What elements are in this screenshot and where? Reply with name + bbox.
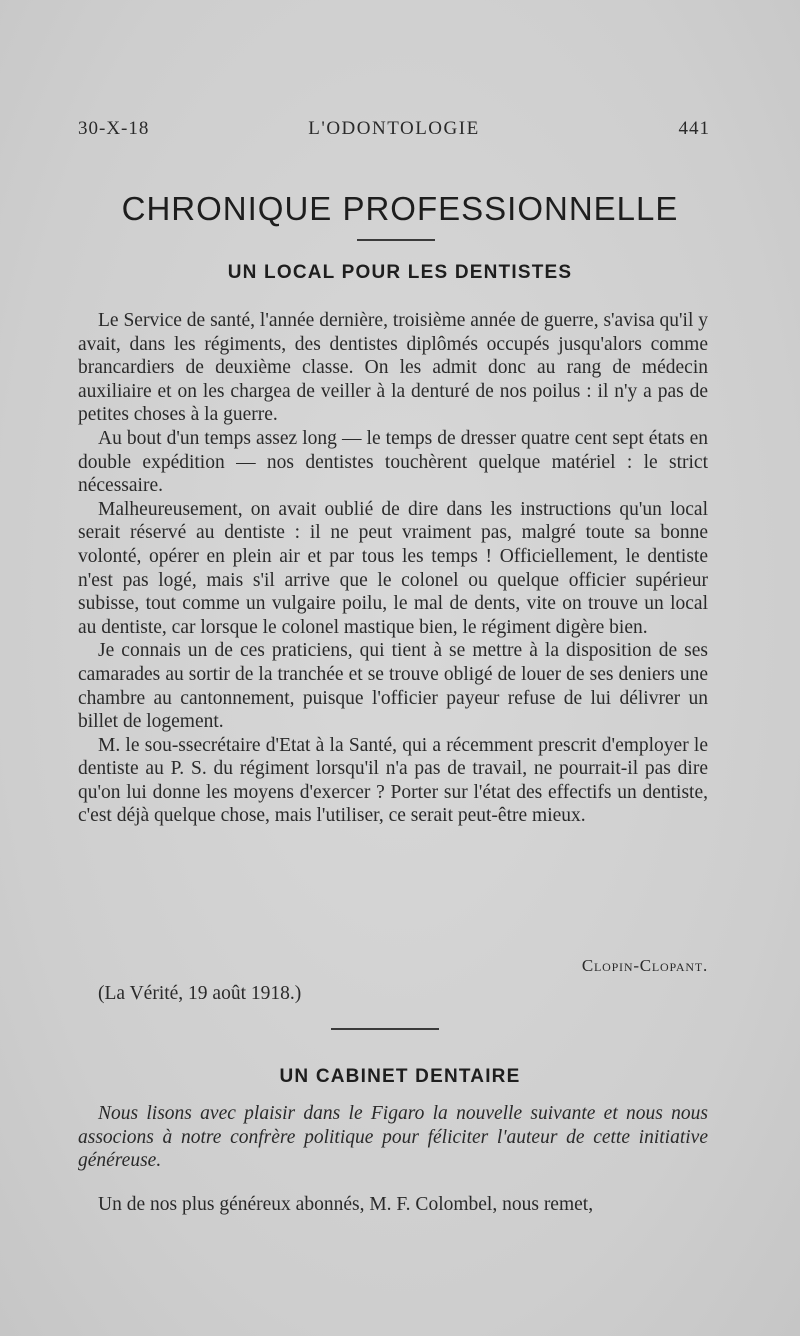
- section-title-cabinet: UN CABINET DENTAIRE: [279, 1066, 521, 1087]
- running-head: [78, 118, 710, 148]
- journal-name: L'ODONTOLOGIE: [308, 118, 480, 139]
- section-title-local: UN LOCAL POUR LES DENTISTES: [227, 262, 573, 283]
- issue-date: 30-X-18: [78, 118, 150, 139]
- paragraph: M. le sou-ssecrétaire d'Etat à la Santé, qui a récemment prescrit d'employer le dentiste au P. S. du régiment lorsqu'il n'a pas de travail, ne pourrait-il pas dire qu'on lui donne les moyens d'exercer ? Porter sur l'état des effectifs un dentiste, c'est déjà quelque chose, mais l'utiliser, ce serait peut-être mieux.: [78, 734, 708, 827]
- paragraph: Je connais un de ces praticiens, qui tient à se mettre à la disposition de ses camarades au sortir de la tranchée et se trouve obligé de louer de ses deniers une chambre au cantonnement, puisque l'officier payeur refuse de lui délivrer un billet de logement.: [78, 640, 708, 733]
- page-title: CHRONIQUE PROFESSIONNELLE: [121, 190, 679, 227]
- source-citation: (La Vérité, 19 août 1918.): [98, 983, 302, 1004]
- article-intro-cabinet: Nous lisons avec plaisir dans le Figaro la nouvelle suivante et nous nous associons à notre confrère politique pour féliciter l'auteur de cette initiative généreuse.: [78, 1103, 708, 1172]
- article-body-local: [78, 309, 708, 828]
- article-body-cabinet: Un de nos plus généreux abonnés, M. F. Colombel, nous remet,: [98, 1194, 594, 1215]
- paragraph: Le Service de santé, l'année dernière, troisième année de guerre, s'avisa qu'il y avait, dans les régiments, des dentistes diplômés occupés jusqu'alors comme brancardiers de deuxième classe. On les admit donc au rang de médecin auxiliaire et on les chargea de veiller à la denturé de nos poilus : il n'y a pas de petites choses à la guerre.: [78, 310, 708, 426]
- section-divider: [331, 1028, 439, 1030]
- paragraph: Au bout d'un temps assez long — le temps de dresser quatre cent sept états en double expédition — nos dentistes touchèrent quelque matériel : le strict nécessaire.: [78, 427, 708, 497]
- title-divider: [357, 239, 435, 241]
- author-signature: Clopin-Clopant.: [581, 956, 708, 975]
- page-number: 441: [678, 118, 710, 139]
- paragraph: Malheureusement, on avait oublié de dire dans les instructions qu'un local serait réservé au dentiste : il ne peut vraiment pas, malgré toute sa bonne volonté, opérer en plein air et par tous les temps ! Officiellement, le dentiste n'est pas logé, mais s'il arrive que le colonel ou quelque officier supérieur subisse, tout comme un vulgaire poilu, le mal de dents, vite on trouve un local au dentiste, car lorsque le colonel mastique bien, le régiment digère bien.: [78, 498, 708, 638]
